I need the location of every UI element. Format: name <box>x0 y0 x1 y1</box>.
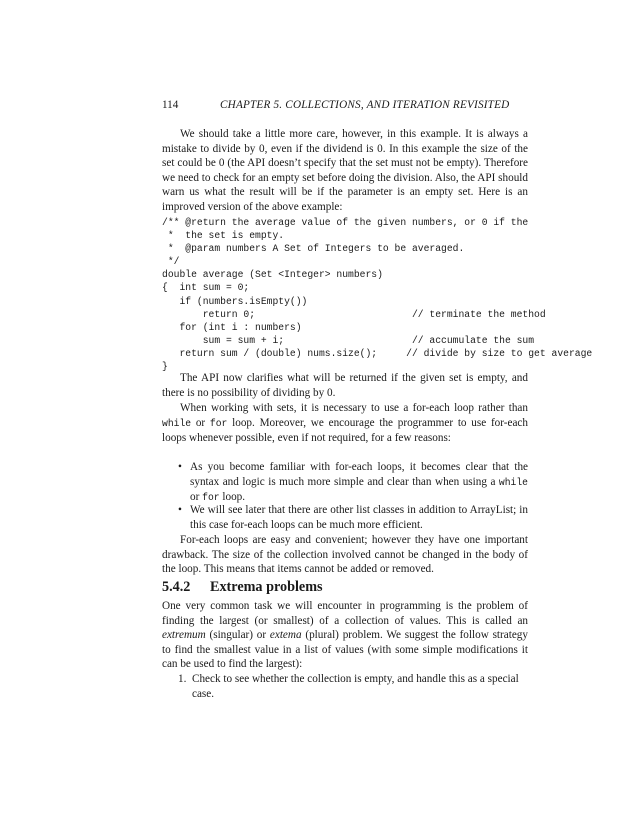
code-line: if (numbers.isEmpty()) <box>162 295 308 307</box>
code-line: /** @return the average value of the given numbers, or 0 if the <box>162 217 529 228</box>
paragraph-api-clarifies-text: The API now clarifies what will be returned if the given set is empty, and there is no possibility of dividing by 0. <box>162 372 528 399</box>
text-run: loop. Moreover, we encourage the programmer to use for-each loops whenever possible, even if not required, for a few reasons: <box>162 416 528 445</box>
section-number: 5.4.2 <box>162 579 191 595</box>
term-extremum: extremum <box>162 629 206 642</box>
code-line: sum = sum + i; // accumulate the sum <box>162 334 535 346</box>
paragraph-api-clarifies <box>162 371 528 400</box>
bullet-symbol: • <box>178 461 182 473</box>
bullet-text: We will see later that there are other list classes in addition to ArrayList; in this case for-each loops can be much more efficient. <box>190 504 528 531</box>
text-run: loop. <box>219 491 246 504</box>
page-header <box>162 99 527 113</box>
text-run: One very common task we will encounter in programming is the problem of finding the largest (or smallest) of a collection of values. This is called an <box>162 600 528 627</box>
running-title: CHAPTER 5. COLLECTIONS, AND ITERATION REVISITED <box>220 99 510 111</box>
paragraph-for-each <box>162 401 528 446</box>
code-listing <box>162 216 593 373</box>
keyword-for: for <box>202 492 220 504</box>
code-line: */ <box>162 256 180 268</box>
text-run: (plural) problem. We suggest the follow strategy to find the smallest value in a list of values (with some simple modifications it can be used to find the largest): <box>162 629 528 671</box>
bullet-text <box>190 460 528 506</box>
keyword-while: while <box>162 417 192 429</box>
code-line: return sum / (double) nums.size(); // divide by size to get average <box>162 347 593 359</box>
paragraph-intro <box>162 127 528 215</box>
code-line: * the set is empty. <box>162 230 285 242</box>
keyword-while: while <box>498 476 528 488</box>
page-number: 114 <box>162 99 179 111</box>
code-line: } <box>162 361 168 373</box>
paragraph-drawback-text: For-each loops are easy and convenient; however they have one important drawback. The size of the collection involved cannot be changed in the body of the loop. This means that items cannot be added or removed. <box>162 534 528 576</box>
keyword-for: for <box>209 417 228 429</box>
list-number: 1. <box>178 673 187 685</box>
term-extema: extema <box>269 629 302 642</box>
paragraph-intro-text: We should take a little more care, however, in this example. It is always a mistake to divide by 0, even if the dividend is 0. In this example the size of the set could be 0 (the API doesn’t specify that the set must not be empty). Therefore we need to check for an empty set before doing the division. Also, the API should warn us what the result will be if the parameter is an empty set. Here is an improved version of the above example: <box>162 128 528 213</box>
section-title: Extrema problems <box>210 579 323 595</box>
text-run: or <box>190 491 203 504</box>
text-run: or <box>191 416 210 429</box>
text-run: When working with sets, it is necessary to use a for-each loop rather than <box>180 402 528 414</box>
text-run: (singular) or <box>205 629 270 642</box>
code-line: double average (Set <Integer> numbers) <box>162 269 383 281</box>
code-line: for (int i : numbers) <box>162 321 302 333</box>
code-line: { int sum = 0; <box>162 282 250 294</box>
text-run: As you become familiar with for-each loops, it becomes clear that the syntax and logic is much more simple and clear than when using a <box>190 461 528 488</box>
section-heading <box>162 579 323 596</box>
code-line: * @param numbers A Set of Integers to be averaged. <box>162 243 465 255</box>
paragraph-extrema <box>162 599 528 672</box>
list-text: Check to see whether the collection is empty, and handle this as a special case. <box>192 673 519 700</box>
paragraph-drawback <box>162 533 528 577</box>
bullet-symbol: • <box>178 504 182 516</box>
code-line: return 0; // terminate the method <box>162 308 546 320</box>
